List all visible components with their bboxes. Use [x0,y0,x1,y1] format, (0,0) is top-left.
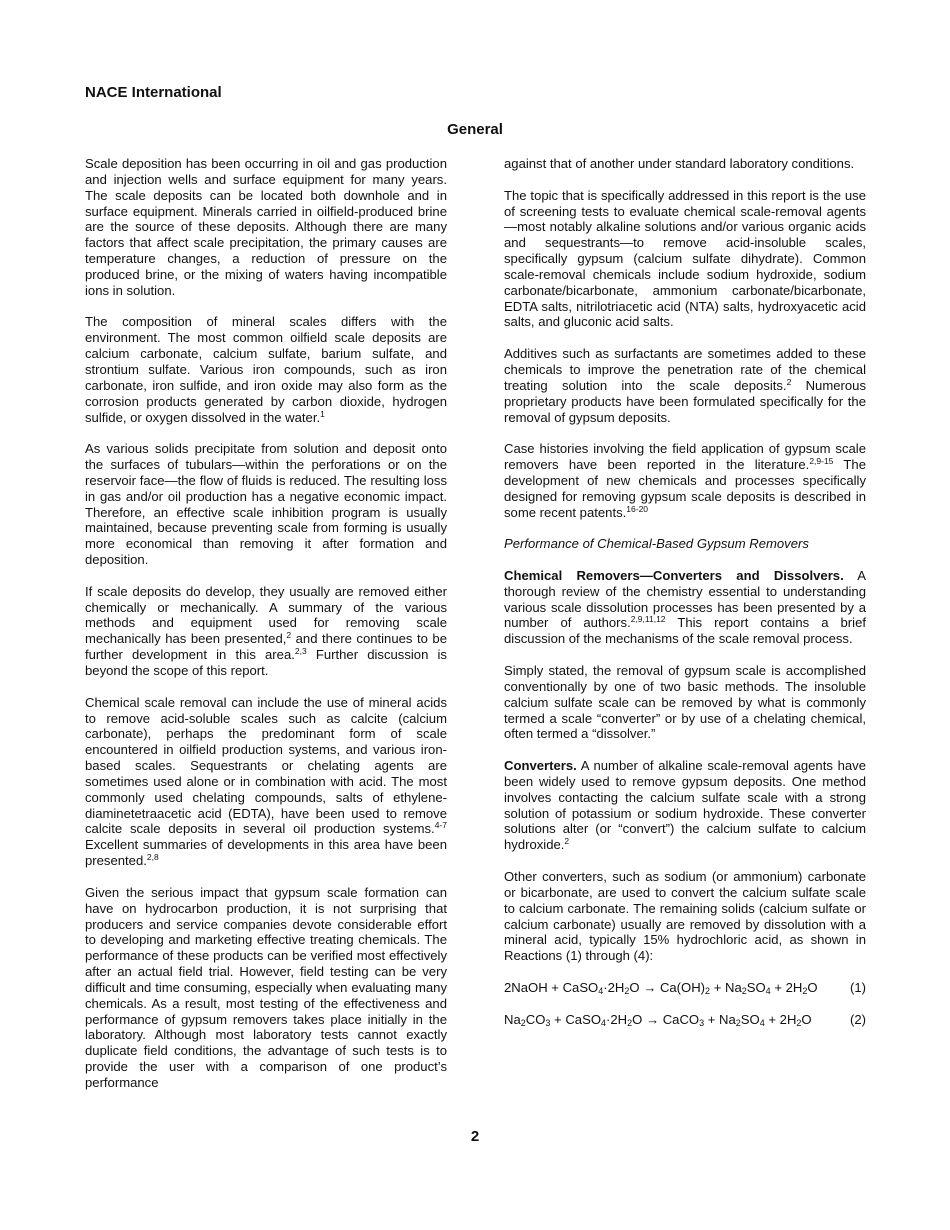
citation: 1 [320,408,325,419]
equation-expression: 2NaOH + $CaSO_4\cdot 2H_2O \to Ca(OH)_2 + Na_2SO_4 + 2H_2O$ [504,979,818,996]
run-in-heading: Chemical Removers—Converters and Dissolvers. [504,567,844,583]
paragraph: The composition of mineral scales differs with the environment. The most common oilfield scale deposits are calcium carbonate, calcium sulfate, barium sulfate, and strontium sulfate. Various iron compounds, such as iron carbonate, iron sulfide, and iron oxide may also form as the corrosion products generated by carbon dioxide, hydrogen sulfide, or oxygen dissolved in the water.$^1$ [85,314,447,425]
equation-number: (2) [849,1011,866,1027]
citation: 16-20 [626,503,649,514]
section-title: General [447,121,503,138]
citation: 4-7 [434,820,447,831]
paragraph: Additives such as surfactants are sometimes added to these chemicals to improve the penetration rate of the chemical treating solution into the scale deposits.$^2$ Numerous proprietary products have been formulated specifically for the removal of gypsum deposits. [504,346,866,425]
citation: 2,9-15 [809,456,834,467]
paragraph: Given the serious impact that gypsum scale formation can have on hydrocarbon production, it is not surprising that producers and service companies devote considerable effort to developing and marketing effective treating chemicals. The performance of these products can be verified most effectively after an actual field trial. However, field testing can be very difficult and time consuming, especially when evaluating many chemicals. As a result, most testing of the effectiveness and performance of gypsum removers takes place initially in the laboratory. Although most laboratory tests cannot exactly duplicate field conditions, the advantage of such tests is to provide the user with a comparison of one product’s performance [85,884,447,1090]
equation-expression: $Na_2CO_3$ + $CaSO_4\cdot 2H_2O$ → CaCO$_3$ + $Na_2SO_4 + 2H_2O$ [504,1011,812,1028]
paragraph: Converters. A number of alkaline scale-removal agents have been widely used to remove gypsum deposits. One method involves contacting the calcium sulfate scale with a strong solution of potassium or sodium hydroxide. These converter solutions alter (or “convert”) the calcium sulfate to calcium hydroxide.$^2$ [504,758,866,853]
paragraph: Simply stated, the removal of gypsum scale is accomplished conventionally by one of two basic methods. The insoluble calcium sulfate scale can be removed by what is commonly termed a scale “converter” or by use of a chelating chemical, often termed a “dissolver.” [504,663,866,742]
subsection-heading: Performance of Chemical-Based Gypsum Removers [504,536,809,552]
paragraph: As various solids precipitate from solution and deposit onto the surfaces of tubulars—within the perforations or on the reservoir face—the flow of fluids is reduced. The resulting loss in gas and/or oil production has a negative economic impact. Therefore, an effective scale inhibition program is usually maintained, because preventing scale from forming is usually more economical than removing it after formation and deposition. [85,441,447,568]
paragraph: Chemical Removers—Converters and Dissolvers. A thorough review of the chemistry essential to understanding various scale dissolution processes has been presented by a number of authors.$^{2,9,11,12}$ This report contains a brief discussion of the mechanisms of the scale removal process. [504,567,866,647]
paragraph: If scale deposits do develop, they usually are removed either chemically or mechanically. A summary of the various methods and equipment used for removing scale mechanically has been presented,$^2$ and there continues to be further development in this area.$^{2,3}$ Further discussion is beyond the scope of this report. [85,583,447,678]
paragraph: Other converters, such as sodium (or ammonium) carbonate or bicarbonate, are used to convert the calcium sulfate scale to calcium carbonate. The remaining solids (calcium sulfate or calcium carbonate) usually are removed by dissolution with a mineral acid, typically 15% hydrochloric acid, as shown in Reactions (1) through (4): [504,868,866,964]
paragraph: Case histories involving the field application of gypsum scale removers have been reported in the literature.$^{2,9-15}$ The development of new chemicals and processes specifically designed for removing gypsum scale deposits is described in some recent patents.$^{16-20}$ [504,441,866,520]
citation: 2 [564,836,570,847]
citation: 2,8 [146,852,159,863]
equation-2 [504,1012,866,1028]
left-column [85,156,447,1107]
paragraph: Scale deposition has been occurring in oil and gas production and injection wells and surface equipment for many years. The scale deposits can be located both downhole and in surface equipment. Minerals carried in oilfield-produced brine are the source of these deposits. Although there are many factors that affect scale precipitation, the primary causes are temperature changes, a reduction of pressure on the produced brine, or the mixing of waters having incompatible ions in solution. [85,156,447,298]
citation: 2,9,11,12 [630,614,666,625]
equation-number: (1) [849,979,866,995]
run-in-heading: Converters. [504,758,577,774]
equation-1 [504,980,866,996]
right-column [504,156,866,1043]
citation: 2,3 [294,646,307,657]
organization-header: NACE International [85,84,222,101]
paragraph: The topic that is specifically addressed in this report is the use of screening tests to evaluate chemical scale-removal agents—most notably alkaline solutions and/or various organic acids and sequestrants—to remove acid-insoluble scales, specifically gypsum (calcium sulfate dihydrate). Common scale-removal chemicals include sodium hydroxide, sodium carbonate/bicarbonate, ammonium carbonate/bicarbonate, EDTA salts, nitrilotriacetic acid (NTA) salts, hydroxyacetic acid salts, and gluconic acid salts. [504,187,866,330]
paragraph: Chemical scale removal can include the use of mineral acids to remove acid-soluble scales such as calcite (calcium carbonate), perhaps the predominant form of scale encountered in oilfield production systems, and various iron-based scales. Sequestrants or chelating agents are sometimes used alone or in combination with acid. The most commonly used chelating compounds, salts of ethylene-diaminetetraacetic acid (EDTA), have been used to remove calcite scale deposits in several oil production systems.$^{4-7}$ Excellent summaries of developments in this area have been presented.$^{2,8}$ [85,694,447,869]
citation: 2 [286,630,292,641]
citation: 2 [786,376,792,387]
paragraph: against that of another under standard laboratory conditions. [504,156,855,171]
page-number: 2 [470,1128,480,1145]
